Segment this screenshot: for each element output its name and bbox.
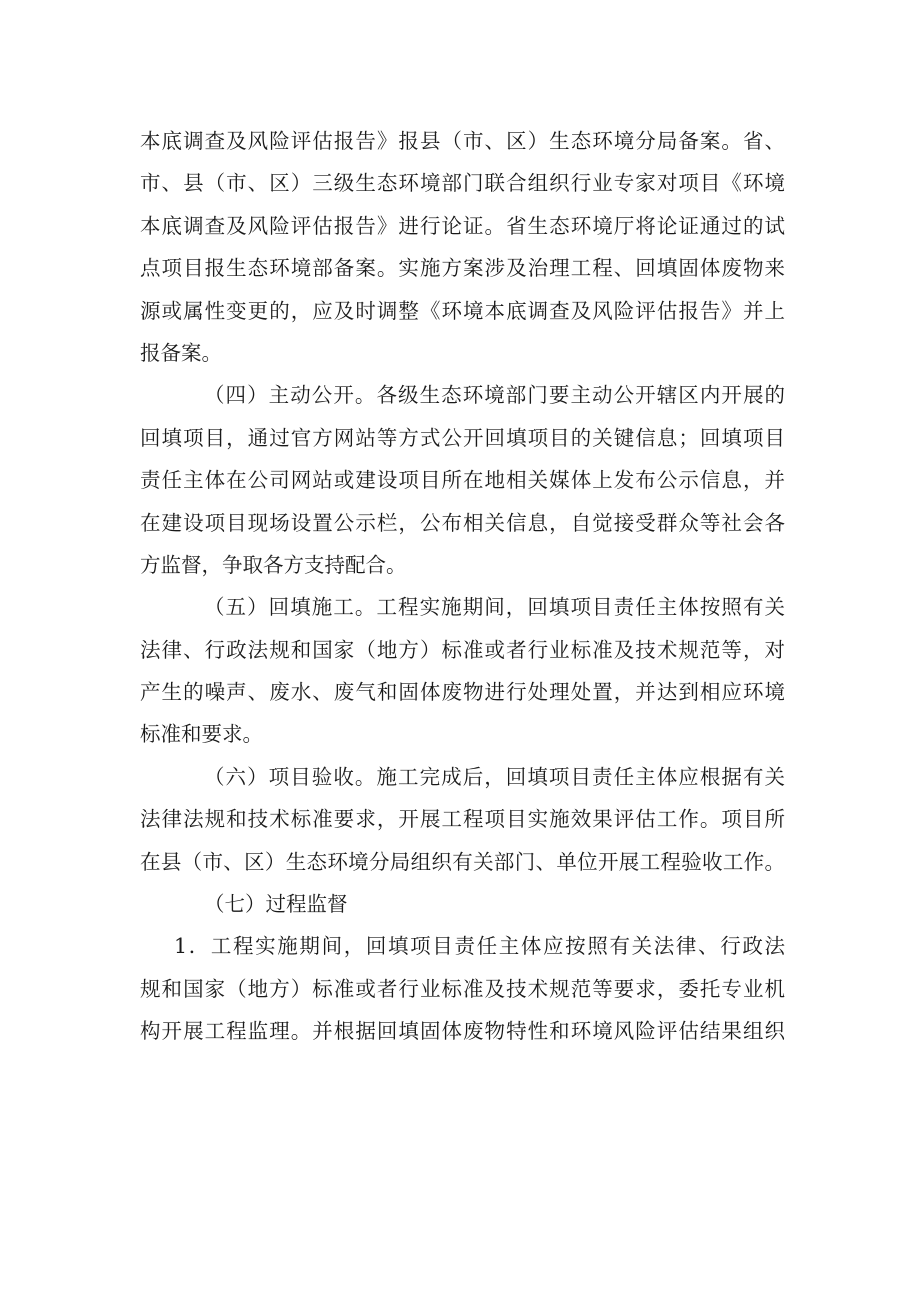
text-line: 回填项目，通过官方网站等方式公开回填项目的关键信息；回填项目 [140,425,785,450]
text-line: 在县（市、区）生态环境分局组织有关部门、单位开展工程验收工作。 [140,849,785,874]
section-5-heading-line: （五）回填施工。工程实施期间，回填项目责任主体按照有关 [204,595,785,620]
item-1-first-line: 1．工程实施期间，回填项目责任主体应按照有关法律、行政法 [174,934,785,959]
text-line: 源或属性变更的，应及时调整《环境本底调查及风险评估报告》并上 [140,298,785,323]
paragraph-section-6 [140,756,785,883]
text-line: 本底调查及风险评估报告》报县（市、区）生态环境分局备案。省、 [140,129,785,153]
text-line: 产生的噪声、废水、废气和固体废物进行处理处置，并达到相应环境 [140,680,785,705]
paragraph-section-5 [140,586,785,756]
text-line: 点项目报生态环境部备案。实施方案涉及治理工程、回填固体废物来 [140,256,785,281]
section-4-heading-line: （四）主动公开。各级生态环境部门要主动公开辖区内开展的 [204,383,785,408]
text-line: 标准和要求。 [140,722,263,747]
text-line: 报备案。 [140,340,222,365]
text-line: 构开展工程监理。并根据回填固体废物特性和环境风险评估结果组织 [140,1019,785,1044]
body-text [140,120,785,1053]
paragraph-section-7 [140,883,785,925]
text-line: 在建设项目现场设置公示栏，公布相关信息，自觉接受群众等社会各 [140,510,785,535]
section-7-heading: （七）过程监督 [204,892,348,917]
text-line: 法律、行政法规和国家（地方）标准或者行业标准及技术规范等，对 [140,637,785,662]
text-line: 方监督，争取各方支持配合。 [140,552,407,577]
text-line: 本底调查及风险评估报告》进行论证。省生态环境厅将论证通过的试 [140,213,785,238]
text-line: 市、县（市、区）三级生态环境部门联合组织行业专家对项目《环境 [140,171,785,196]
text-line: 法律法规和技术标准要求，开展工程项目实施效果评估工作。项目所 [140,807,785,832]
section-6-heading-line: （六）项目验收。施工完成后，回填项目责任主体应根据有关 [204,764,785,789]
paragraph-continuation [140,120,785,374]
text-line: 责任主体在公司网站或建设项目所在地相关媒体上发布公示信息，并 [140,468,785,493]
text-line: 规和国家（地方）标准或者行业标准及技术规范等要求，委托专业机 [140,976,785,1001]
paragraph-section-4 [140,374,785,586]
paragraph-section-7-item-1 [140,925,785,1052]
